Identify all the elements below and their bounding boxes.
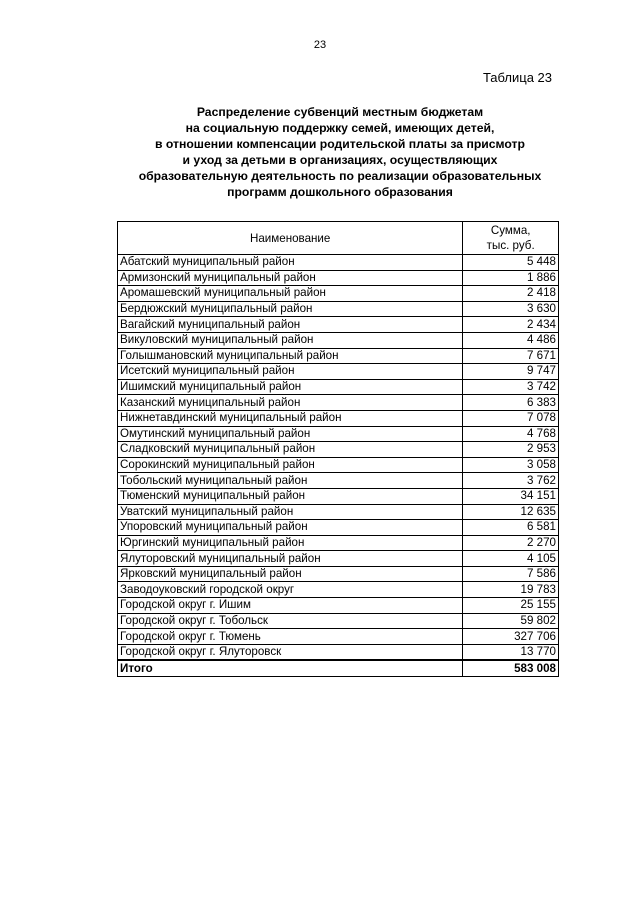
- row-name-cell: Викуловский муниципальный район: [118, 332, 463, 348]
- row-name-cell: Заводоуковский городской округ: [118, 582, 463, 598]
- row-amount-cell: 12 635: [463, 504, 559, 520]
- row-amount-cell: 7 586: [463, 566, 559, 582]
- table-row: [118, 379, 559, 395]
- column-header-name: Наименование: [118, 222, 463, 255]
- row-name-cell: Городской округ г. Ишим: [118, 598, 463, 614]
- title-line: в отношении компенсации родительской платы за присмотр: [155, 137, 525, 151]
- row-name-cell: Сорокинский муниципальный район: [118, 457, 463, 473]
- table-row: [118, 629, 559, 645]
- row-amount-cell: 1 886: [463, 270, 559, 286]
- row-name-cell: Тюменский муниципальный район: [118, 488, 463, 504]
- row-amount-cell: 3 058: [463, 457, 559, 473]
- subvention-table: [117, 221, 559, 677]
- table-row: [118, 364, 559, 380]
- row-name-cell: Аромашевский муниципальный район: [118, 286, 463, 302]
- row-name-cell: Голышмановский муниципальный район: [118, 348, 463, 364]
- title-line: образовательную деятельность по реализации образовательных: [138, 169, 542, 183]
- total-amount-cell: 583 008: [463, 660, 559, 676]
- table-row: [118, 442, 559, 458]
- row-name-cell: Упоровский муниципальный район: [118, 520, 463, 536]
- row-amount-cell: 25 155: [463, 598, 559, 614]
- table-row: [118, 426, 559, 442]
- row-amount-cell: 59 802: [463, 613, 559, 629]
- document-title: [100, 104, 580, 200]
- row-amount-cell: 13 770: [463, 644, 559, 660]
- table-row: [118, 488, 559, 504]
- row-name-cell: Тобольский муниципальный район: [118, 473, 463, 489]
- table-row: [118, 644, 559, 660]
- row-amount-cell: 9 747: [463, 364, 559, 380]
- row-name-cell: Вагайский муниципальный район: [118, 317, 463, 333]
- row-name-cell: Исетский муниципальный район: [118, 364, 463, 380]
- table-row: [118, 473, 559, 489]
- table-body: [118, 255, 559, 677]
- row-name-cell: Уватский муниципальный район: [118, 504, 463, 520]
- table-row: [118, 504, 559, 520]
- table-row: [118, 332, 559, 348]
- row-name-cell: Нижнетавдинский муниципальный район: [118, 410, 463, 426]
- row-name-cell: Казанский муниципальный район: [118, 395, 463, 411]
- row-amount-cell: 6 581: [463, 520, 559, 536]
- title-line: программ дошкольного образования: [227, 185, 453, 199]
- row-name-cell: Ялуторовский муниципальный район: [118, 551, 463, 567]
- row-amount-cell: 3 630: [463, 301, 559, 317]
- total-label-cell: Итого: [118, 660, 463, 676]
- table-row: [118, 255, 559, 271]
- row-name-cell: Ишимский муниципальный район: [118, 379, 463, 395]
- row-name-cell: Городской округ г. Тобольск: [118, 613, 463, 629]
- table-row: [118, 520, 559, 536]
- row-amount-cell: 7 671: [463, 348, 559, 364]
- row-amount-cell: 5 448: [463, 255, 559, 271]
- table-row: [118, 582, 559, 598]
- table-label: Таблица 23: [482, 70, 552, 85]
- row-amount-cell: 2 270: [463, 535, 559, 551]
- row-name-cell: Городской округ г. Ялуторовск: [118, 644, 463, 660]
- row-name-cell: Армизонский муниципальный район: [118, 270, 463, 286]
- row-name-cell: Юргинский муниципальный район: [118, 535, 463, 551]
- total-row: [118, 660, 559, 676]
- table-row: [118, 395, 559, 411]
- row-name-cell: Абатский муниципальный район: [118, 255, 463, 271]
- row-amount-cell: 4 768: [463, 426, 559, 442]
- table-row: [118, 348, 559, 364]
- table-header-row: [118, 222, 559, 255]
- table-row: [118, 410, 559, 426]
- column-header-sum: [463, 222, 559, 255]
- row-amount-cell: 4 486: [463, 332, 559, 348]
- table-row: [118, 270, 559, 286]
- table-row: [118, 566, 559, 582]
- row-name-cell: Городской округ г. Тюмень: [118, 629, 463, 645]
- row-amount-cell: 7 078: [463, 410, 559, 426]
- row-amount-cell: 6 383: [463, 395, 559, 411]
- row-name-cell: Бердюжский муниципальный район: [118, 301, 463, 317]
- page-number: 23: [313, 39, 327, 51]
- row-amount-cell: 4 105: [463, 551, 559, 567]
- row-amount-cell: 2 953: [463, 442, 559, 458]
- title-line: на социальную поддержку семей, имеющих детей,: [185, 121, 495, 135]
- table-row: [118, 598, 559, 614]
- row-amount-cell: 2 434: [463, 317, 559, 333]
- row-amount-cell: 3 762: [463, 473, 559, 489]
- table-row: [118, 317, 559, 333]
- row-name-cell: Ярковский муниципальный район: [118, 566, 463, 582]
- row-amount-cell: 3 742: [463, 379, 559, 395]
- table-row: [118, 286, 559, 302]
- row-amount-cell: 19 783: [463, 582, 559, 598]
- row-amount-cell: 2 418: [463, 286, 559, 302]
- table-row: [118, 551, 559, 567]
- row-name-cell: Сладковский муниципальный район: [118, 442, 463, 458]
- table-row: [118, 457, 559, 473]
- row-amount-cell: 327 706: [463, 629, 559, 645]
- table-row: [118, 535, 559, 551]
- title-line: и уход за детьми в организациях, осуществляющих: [182, 153, 498, 167]
- row-amount-cell: 34 151: [463, 488, 559, 504]
- table-row: [118, 301, 559, 317]
- column-header-sum-line: Сумма,: [490, 224, 531, 237]
- column-header-sum-line: тыс. руб.: [486, 239, 535, 252]
- row-name-cell: Омутинский муниципальный район: [118, 426, 463, 442]
- table-row: [118, 613, 559, 629]
- title-line: Распределение субвенций местным бюджетам: [196, 105, 484, 119]
